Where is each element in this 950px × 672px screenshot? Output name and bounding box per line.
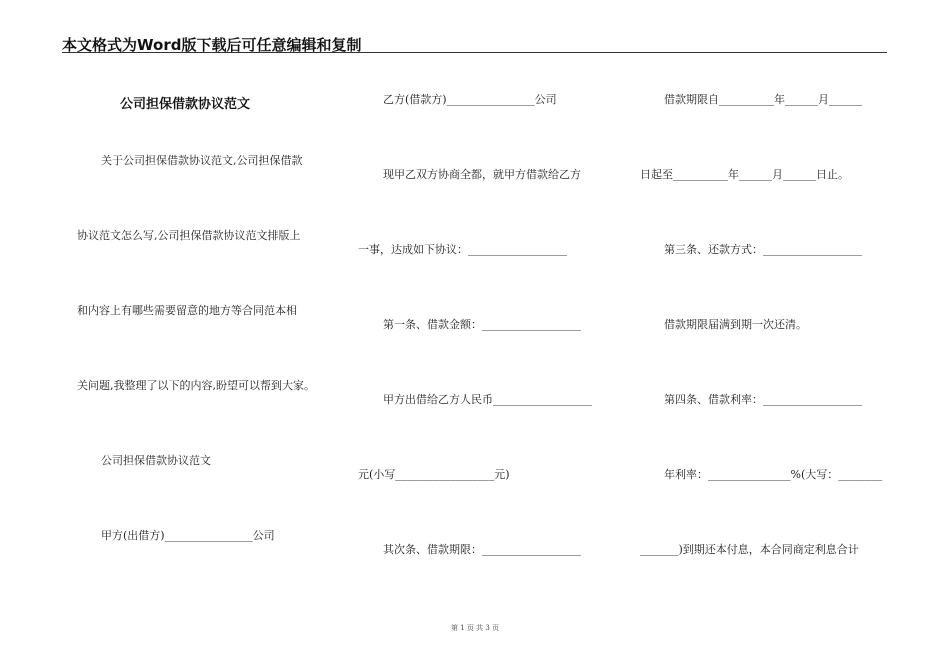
col1-line-5: 公司担保借款协议范文	[101, 454, 211, 467]
page-footer: 第 1 页 共 3 页	[450, 624, 500, 632]
header-divider	[62, 52, 887, 53]
col2-line-1: 乙方(借款方)________________公司	[383, 93, 557, 106]
col1-line-2: 协议范文怎么写,公司担保借款协议范文排版上	[77, 229, 301, 242]
col2-line-6: 元(小写__________________元)	[358, 468, 510, 481]
document-header-title: 本文格式为Word版下载后可任意编辑和复制	[62, 36, 362, 54]
col3-line-6: 年利率：_______________%(大写：________	[664, 468, 883, 481]
col1-line-4: 关问题,我整理了以下的内容,盼望可以帮到大家。	[77, 379, 315, 392]
col2-line-7: 其次条、借款期限：__________________	[383, 543, 581, 556]
col2-line-4: 第一条、借款金额：__________________	[383, 318, 581, 331]
col1-line-1: 关于公司担保借款协议范文,公司担保借款	[101, 154, 303, 167]
col2-line-3: 一事，达成如下协议：__________________	[358, 243, 567, 256]
col1-line-6: 甲方(出借方)________________公司	[101, 529, 275, 542]
document-title: 公司担保借款协议范文	[120, 97, 251, 112]
col1-line-3: 和内容上有哪些需要留意的地方等合同范本相	[77, 304, 297, 317]
col3-line-7: _______)到期还本付息，本合同商定利息合计	[640, 543, 859, 556]
col3-line-1: 借款期限自__________年______月______	[664, 93, 862, 106]
col3-line-2: 日起至__________年______月______日止。	[640, 168, 849, 181]
col2-line-5: 甲方出借给乙方人民币__________________	[383, 393, 592, 406]
col3-line-5: 第四条、借款利率：__________________	[664, 393, 862, 406]
col3-line-4: 借款期限届满到期一次还清。	[664, 318, 807, 331]
col2-line-2: 现甲乙双方协商全都，就甲方借款给乙方	[383, 168, 581, 181]
col3-line-3: 第三条、还款方式：__________________	[664, 243, 862, 256]
